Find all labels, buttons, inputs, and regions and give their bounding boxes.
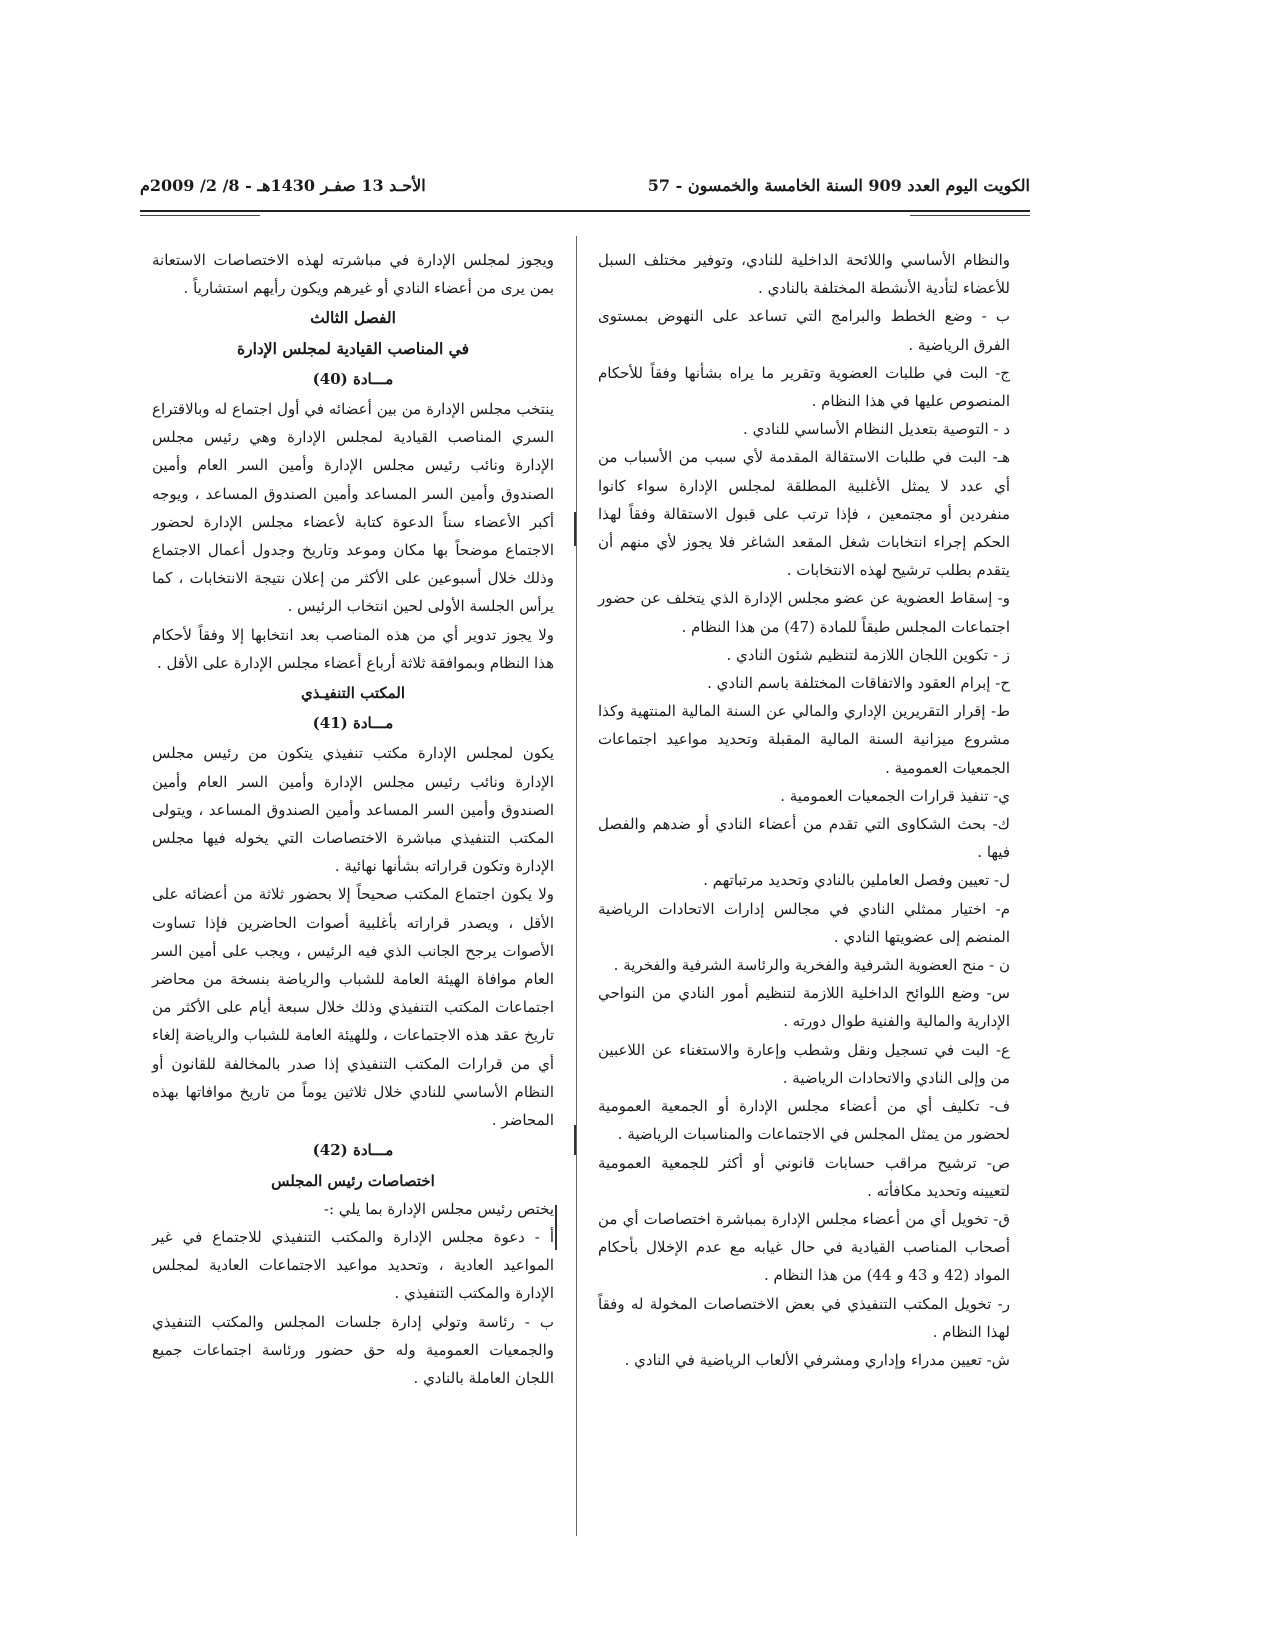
article-title: مـــادة (41) bbox=[312, 714, 394, 733]
paragraph: أ - دعوة مجلس الإدارة والمكتب التنفيذي للاجتماع في غير المواعيد العادية ، وتحديد مواعيد الاجتماعات العادية لمجلس الإدارة والمكتب التنفيذي . bbox=[152, 1227, 554, 1303]
paragraph: د - التوصية بتعديل النظام الأساسي للنادي . bbox=[743, 420, 1010, 439]
paragraph: يختص رئيس مجلس الإدارة بما يلي :- bbox=[323, 1199, 554, 1218]
section-title: المكتب التنفيـذي bbox=[300, 684, 406, 703]
paragraph: هـ- البت في طلبات الاستقالة المقدمة لأي سبب من الأسباب من أي عدد لا يمثل الأغلبية المطلقة لمجلس الإدارة سواء كانوا منفردين أو مجتمعين ، فإذا ترتب على قبول الاستقالة وفقاً لهذا الحكم إجراء انتخابات شغل المقعد الشاغر فلا يجوز لأي منهم أن يتقدم بطلب ترشيح لهذه الانتخابات . bbox=[598, 448, 1010, 580]
paragraph: ر- تخويل المكتب التنفيذي في بعض الاختصاصات المخولة له وفقاً لهذا النظام . bbox=[598, 1294, 1010, 1341]
header-rule-left bbox=[140, 215, 260, 216]
chapter-title: الفصل الثالث bbox=[310, 308, 396, 328]
paragraph: ينتخب مجلس الإدارة من بين أعضائه في أول اجتماع له وبالاقتراع السري المناصب القيادية لمجلس الإدارة وهي رئيس مجلس الإدارة ونائب رئيس مجلس الإدارة وأمين السر العام وأمين الصندوق وأمين السر المساعد وأمين الصندوق المساعد ، ويوجه أكبر الأعضاء سناً الدعوة كتابة لأعضاء مجلس الإدارة لحضور الاجتماع موضحاً بها مكان وموعد وتاريخ وجدول أعمال الاجتماع وذلك خلال أسبوعين على الأكثر من إعلان نتيجة الانتخابات ، كما يرأس الجلسة الأولى لحين انتخاب الرئيس . bbox=[152, 400, 554, 616]
paragraph: س- وضع اللوائح الداخلية اللازمة لتنظيم أمور النادي من النواحي الإدارية والمالية والفنية طوال دورته . bbox=[598, 984, 1010, 1031]
header-publication: الكويت اليوم العدد 909 السنة الخامسة والخمسون - 57 bbox=[647, 176, 1030, 195]
paragraph: ع- البت في تسجيل ونقل وشطب وإعارة والاستغناء عن اللاعبين من وإلى النادي والاتحادات الرياضية . bbox=[598, 1040, 1010, 1087]
left-column bbox=[152, 246, 554, 1392]
margin-mark bbox=[574, 1125, 576, 1155]
paragraph: ن - منح العضوية الشرفية والفخرية والرئاسة الشرفية والفخرية . bbox=[613, 956, 1010, 975]
paragraph: ك- بحث الشكاوى التي تقدم من أعضاء النادي أو ضدهم والفصل فيها . bbox=[598, 815, 1010, 862]
margin-mark bbox=[555, 1205, 557, 1250]
paragraph: ش- تعيين مدراء وإداري ومشرفي الألعاب الرياضية في النادي . bbox=[624, 1350, 1010, 1369]
article-title: مـــادة (42) bbox=[312, 1141, 394, 1160]
article-subtitle: اختصاصات رئيس المجلس bbox=[271, 1171, 435, 1190]
paragraph: و- إسقاط العضوية عن عضو مجلس الإدارة الذي يتخلف عن حضور اجتماعات المجلس طبقاً للمادة (47) من هذا النظام . bbox=[598, 589, 1010, 636]
paragraph: ب - رئاسة وتولي إدارة جلسات المجلس والمكتب التنفيذي والجمعيات العمومية وله حق حضور ورئاسة اجتماعات جميع اللجان العاملة بالنادي . bbox=[152, 1312, 554, 1387]
paragraph: ط- إقرار التقريرين الإداري والمالي عن السنة المالية المنتهية وكذا مشروع ميزانية السنة المالية المقبلة وتحديد مواعيد اجتماعات الجمعيات العمومية . bbox=[598, 702, 1010, 777]
chapter-subtitle: في المناصب القيادية لمجلس الإدارة bbox=[236, 338, 470, 358]
header-date: الأحـد 13 صفـر 1430هـ - 8/ 2/ 2009م bbox=[140, 176, 426, 195]
paragraph: ي- تنفيذ قرارات الجمعيات العمومية . bbox=[780, 786, 1010, 805]
paragraph: ب - وضع الخطط والبرامج التي تساعد على النهوض بمستوى الفرق الرياضية . bbox=[598, 307, 1010, 354]
right-column bbox=[598, 246, 1010, 1374]
page-header bbox=[140, 176, 1030, 204]
paragraph: ز - تكوين اللجان اللازمة لتنظيم شئون النادي . bbox=[726, 645, 1010, 664]
paragraph: ح- إبرام العقود والاتفاقات المختلفة باسم النادي . bbox=[707, 674, 1010, 693]
paragraph: ولا يكون اجتماع المكتب صحيحاً إلا بحضور ثلاثة من أعضائه على الأقل ، ويصدر قراراته بأغلبية أصوات الحاضرين فإذا تساوت الأصوات يرجح الجانب الذي فيه الرئيس ، ويجب على أمين السر العام موافاة الهيئة العامة للشباب والرياضة بنسخة من محاضر اجتماعات المكتب التنفيذي وذلك خلال سبعة أيام على الأكثر من تاريخ عقد هذه الاجتماعات ، وللهيئة العامة للشباب والرياضة إلغاء أي من قرارات المكتب التنفيذي إذا صدر بالمخالفة للقانون أو النظام الأساسي للنادي خلال ثلاثين يوماً من تاريخ موافاتها بهذه المحاضر . bbox=[152, 885, 554, 1130]
paragraph: ولا يجوز تدوير أي من هذه المناصب بعد انتخابها إلا وفقاً لأحكام هذا النظام وبموافقة ثلاثة أرباع أعضاء مجلس الإدارة على الأقل . bbox=[152, 625, 554, 672]
article-title: مـــادة (40) bbox=[312, 369, 394, 388]
column-separator bbox=[576, 236, 577, 1536]
paragraph: ص- ترشيح مراقب حسابات قانوني أو أكثر للجمعية العمومية لتعيينه وتحديد مكافأته . bbox=[598, 1153, 1010, 1200]
paragraph: ج- البت في طلبات العضوية وتقرير ما يراه بشأنها وفقاً للأحكام المنصوص عليها في هذا النظام . bbox=[598, 363, 1010, 411]
paragraph: م- اختيار ممثلي النادي في مجالس إدارات الاتحادات الرياضية المنضم إلى عضويتها النادي . bbox=[598, 899, 1010, 946]
header-rule-right bbox=[910, 215, 1030, 216]
paragraph: والنظام الأساسي واللائحة الداخلية للنادي، وتوفير مختلف السبل للأعضاء لتأدية الأنشطة المختلفة بالنادي . bbox=[598, 251, 1010, 298]
paragraph: ق- تخويل أي من أعضاء مجلس الإدارة بمباشرة اختصاصات أي من أصحاب المناصب القيادية في حال غيابه مع عدم الإخلال بأحكام المواد (42 و 43 و 44) من هذا النظام . bbox=[598, 1209, 1010, 1285]
margin-mark bbox=[574, 512, 576, 546]
paragraph: يكون لمجلس الإدارة مكتب تنفيذي يتكون من رئيس مجلس الإدارة ونائب رئيس مجلس الإدارة وأمين السر العام وأمين الصندوق وأمين السر المساعد وأمين الصندوق المساعد ، ويتولى المكتب التنفيذي مباشرة الاختصاصات التي يخوله فيها مجلس الإدارة وتكون قراراته بشأنها نهائية . bbox=[152, 744, 554, 876]
paragraph: ف- تكليف أي من أعضاء مجلس الإدارة أو الجمعية العمومية لحضور من يمثل المجلس في الاجتماعات والمناسبات الرياضية . bbox=[598, 1097, 1010, 1144]
paragraph: ل- تعيين وفصل العاملين بالنادي وتحديد مرتباتهم . bbox=[703, 871, 1010, 890]
header-rule bbox=[140, 210, 1030, 212]
paragraph: ويجوز لمجلس الإدارة في مباشرته لهذه الاختصاصات الاستعانة بمن يرى من أعضاء النادي أو غيرهم ويكون رأيهم استشارياً . bbox=[152, 251, 554, 298]
